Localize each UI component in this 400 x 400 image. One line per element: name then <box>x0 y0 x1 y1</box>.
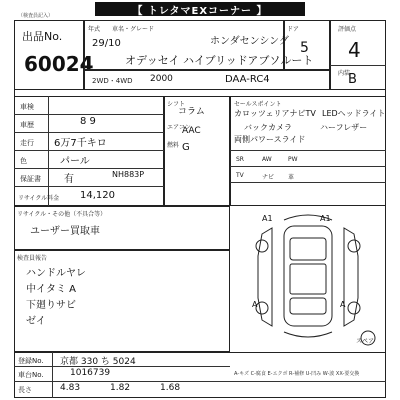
option-pw: PW <box>288 156 298 163</box>
inspector-line: 中イタミ A <box>26 284 77 295</box>
dims-label: 長さ <box>18 386 32 394</box>
interior-label: 内装 <box>338 70 351 77</box>
field-label-mileage: 走行 <box>20 139 34 147</box>
lot-number: 60024 <box>24 52 94 76</box>
notes-text: ユーザー買取車 <box>30 226 100 237</box>
option-aw: AW <box>262 156 272 163</box>
fuel-label: 燃料 <box>167 142 180 149</box>
selling-point-item: カロッツェリアナビTV <box>234 109 316 118</box>
fuel-value: G <box>182 142 190 153</box>
car-diagram <box>232 208 384 348</box>
length-value: 4.83 <box>60 383 81 393</box>
interior-value: B <box>348 72 357 87</box>
color-number-value: NH883P <box>112 170 145 179</box>
field-label-color: 色 <box>20 157 27 165</box>
damage-mark: A <box>340 300 346 309</box>
lot-label: 出品No. <box>22 30 63 43</box>
field-value-warranty: 有 <box>64 174 74 185</box>
model-code-value: DAA-RC4 <box>225 74 270 85</box>
inspector-label: 検査員報告 <box>17 255 48 262</box>
page-title: 【 トレタマEXコーナー 】 <box>95 2 305 16</box>
year-value: 29/10 <box>92 38 121 49</box>
field-value-color: パール <box>60 156 90 167</box>
score-value: 4 <box>348 38 361 62</box>
height-value: 1.68 <box>160 383 181 393</box>
car-outline-icon <box>232 208 384 348</box>
option-navi: ナビ <box>262 174 275 181</box>
vin-label: 車台No. <box>18 371 44 379</box>
spare-label: スペア <box>356 338 375 345</box>
shift-label: シフト <box>167 101 186 108</box>
car-name-label: 車名・グレード <box>112 26 155 33</box>
damage-mark: A <box>252 300 258 309</box>
ac-label: エアコン <box>167 124 191 131</box>
option-sr: SR <box>236 156 244 163</box>
option-leather: 革 <box>288 174 295 181</box>
option-tv: TV <box>236 172 244 179</box>
notes-label: リサイクル・その他（不具合等） <box>17 211 107 218</box>
field-label-shaken: 車検 <box>20 103 34 111</box>
field-label-recycle: リサイクル料金 <box>18 195 60 202</box>
damage-mark: A1 <box>262 214 273 223</box>
selling-point-item: バックカメラ <box>244 123 292 132</box>
selling-point-item: LEDヘッドライト <box>322 109 386 118</box>
reg-label: 登録No. <box>18 357 44 365</box>
field-label-history: 車歴 <box>20 121 34 129</box>
doors-value: 5 <box>300 40 309 56</box>
shift-value: コラム <box>178 107 205 117</box>
car-name-value: オデッセイ ハイブリッドアブソルート <box>125 54 314 67</box>
displacement-value: 2000 <box>150 74 173 84</box>
width-value: 1.82 <box>110 383 131 393</box>
score-label: 評価点 <box>338 26 357 33</box>
damage-mark: A1 <box>320 214 331 223</box>
inspector-note-label: （検査員記入） <box>18 13 54 19</box>
ac-value: AAC <box>182 126 201 136</box>
inspector-line: 下廻りサビ <box>26 300 76 311</box>
reg-value: 京都 330 ち 5024 <box>60 357 136 367</box>
vin-value: 1016739 <box>70 368 111 378</box>
damage-legend: A-キズ C-腐食 E-エクボ R-補修 U-凹み W-波 XX-要交換 <box>234 371 360 377</box>
inspector-line: ゼイ <box>26 316 46 327</box>
year-label: 年式 <box>88 26 101 33</box>
selling-point-item: ハーフレザー <box>320 123 368 132</box>
doors-label: ドア <box>287 26 299 33</box>
selling-point-item: 両側パワースライド <box>234 135 306 144</box>
field-value-history: 8 9 <box>80 116 96 127</box>
field-value-recycle: 14,120 <box>80 190 115 201</box>
inspector-line: ハンドルヤレ <box>26 268 86 279</box>
field-value-mileage: 6万7千キロ <box>54 138 107 149</box>
grade-value: ホンダセンシング <box>210 36 289 47</box>
field-label-warranty: 保証書 <box>20 175 41 183</box>
drive-value: 2WD・4WD <box>92 77 133 85</box>
selling-points-label: セールスポイント <box>234 101 282 108</box>
